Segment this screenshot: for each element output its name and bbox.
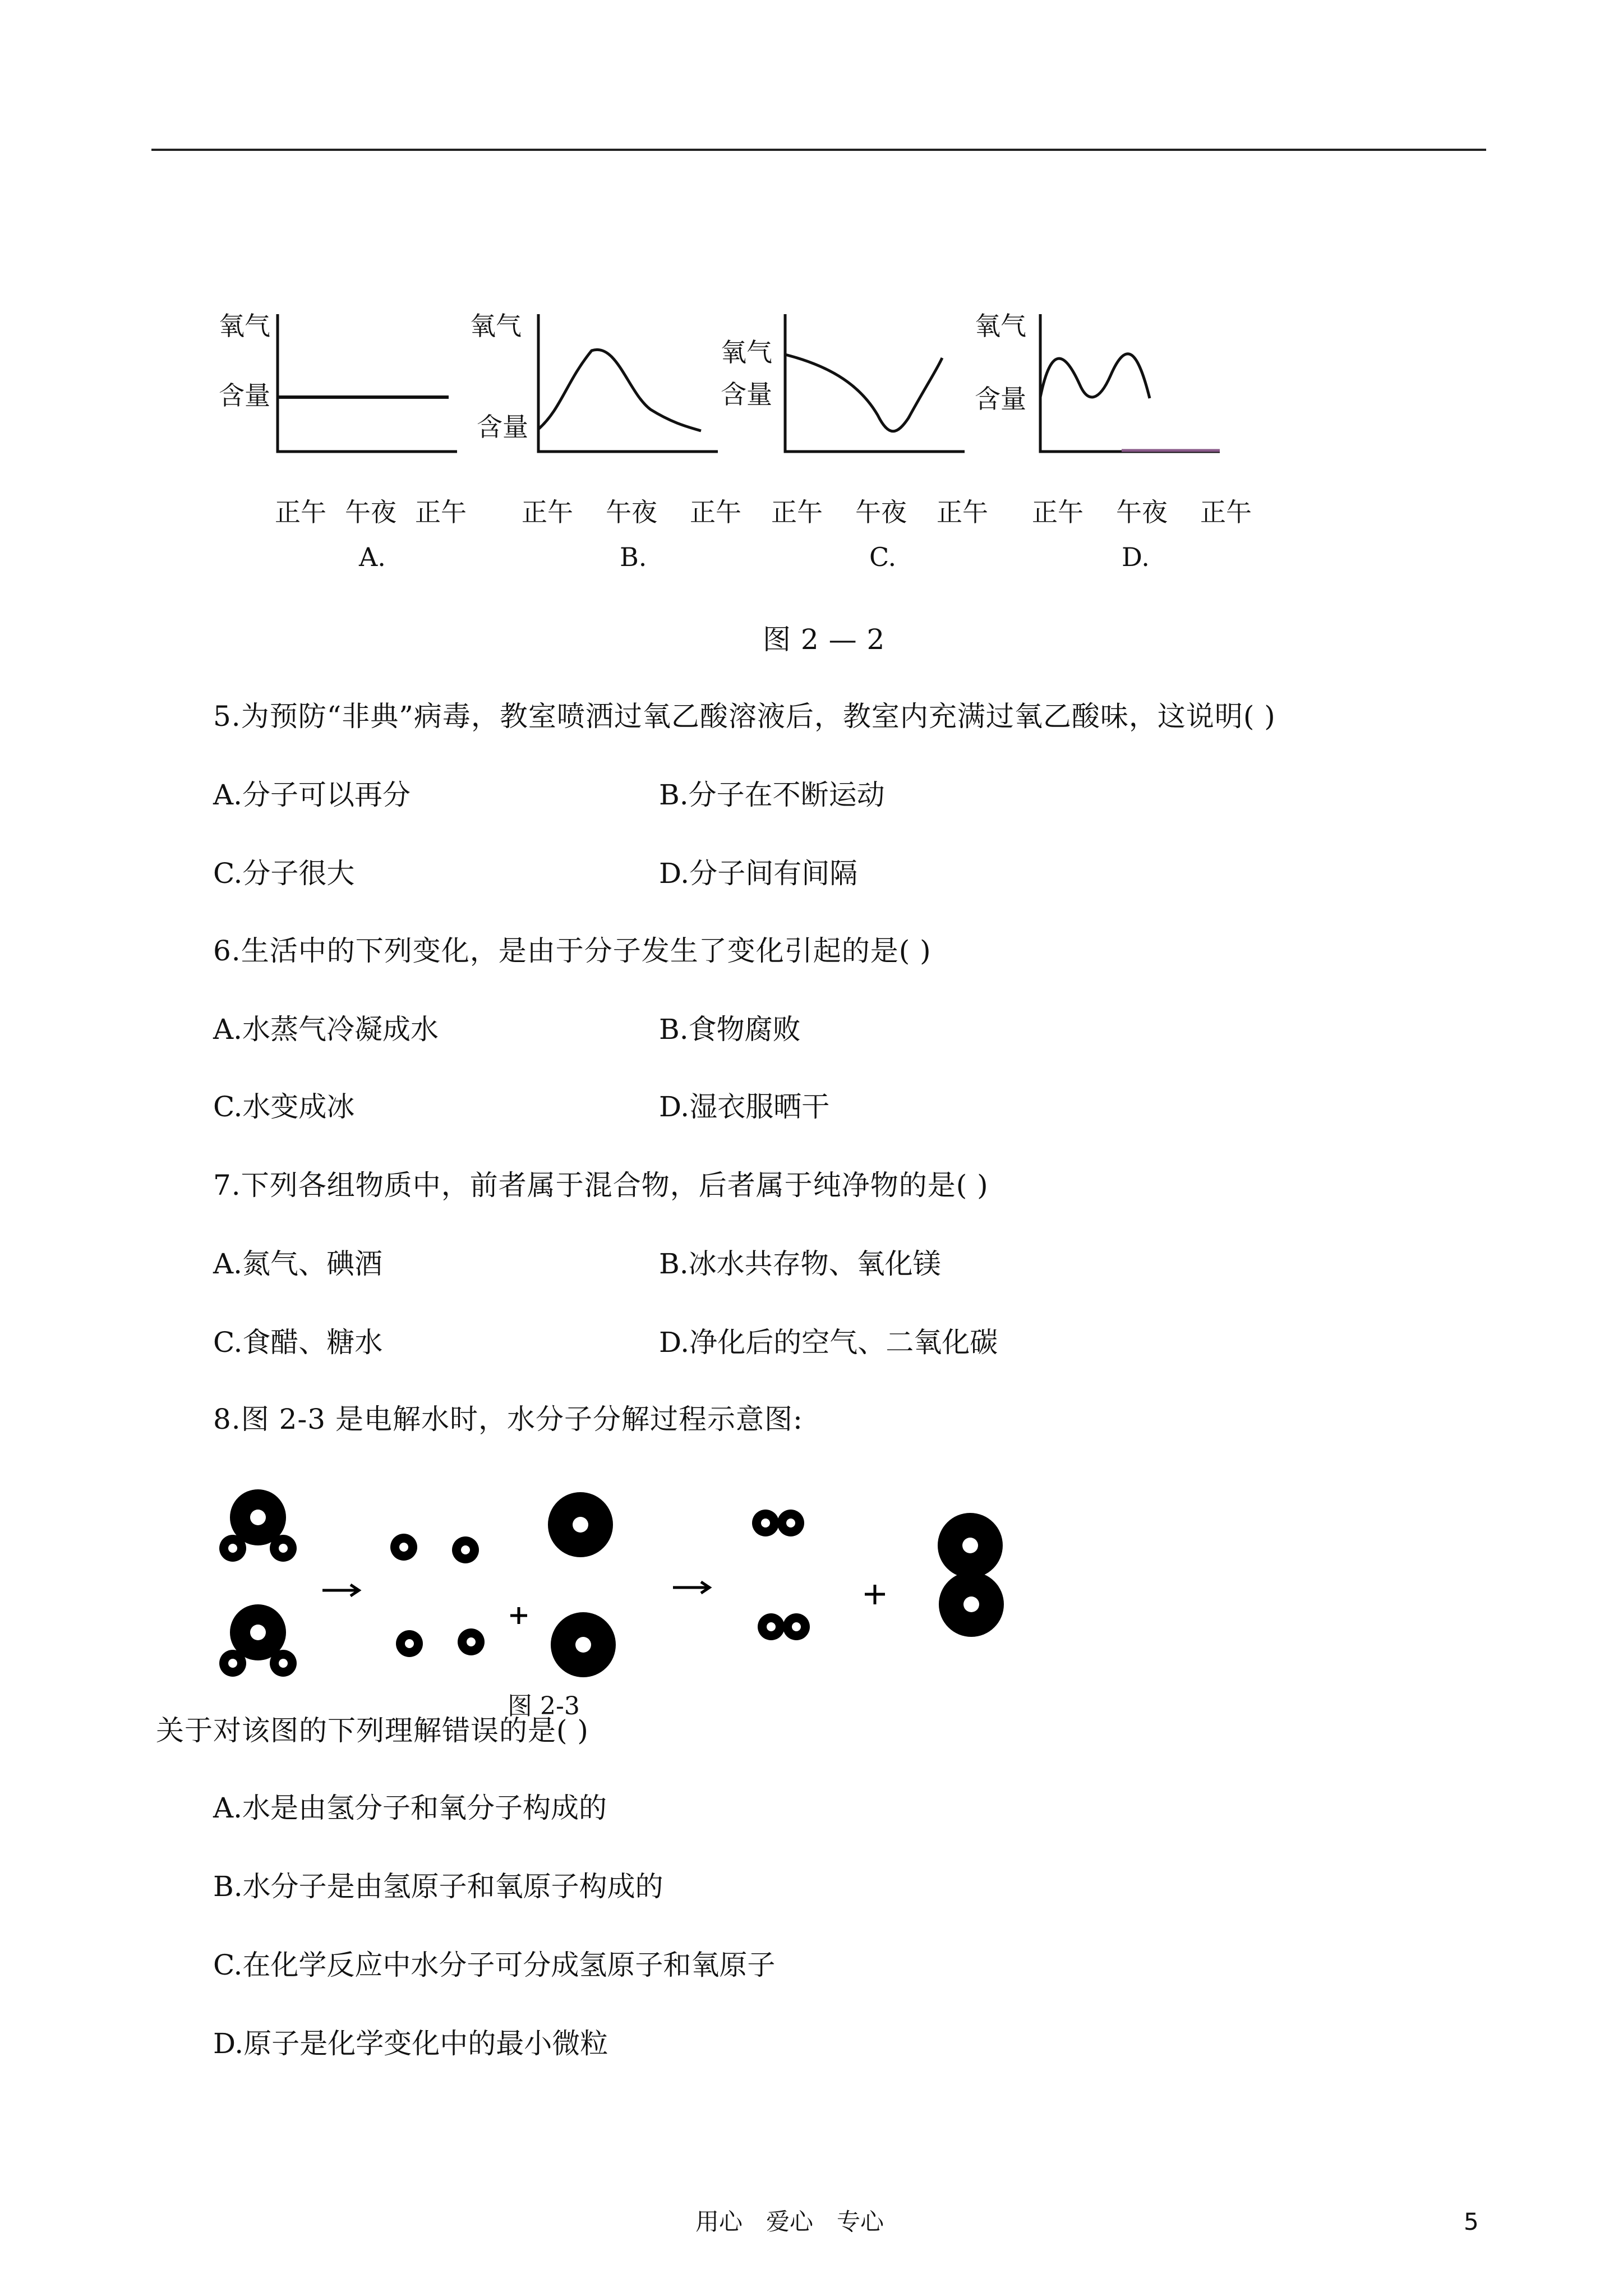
panel-d-curve — [1040, 354, 1150, 398]
q8-option-c: C.在化学反应中水分子可分成氢原子和氧原子 — [213, 1949, 776, 1981]
panel-b-curve — [538, 349, 701, 431]
panel-d-axes — [1040, 314, 1220, 452]
panel-a-ylabel-top: 氧气 — [219, 311, 270, 341]
panel-a-label: A. — [359, 542, 386, 572]
electrolysis-diagram — [208, 1470, 1038, 1705]
figure-2-3-caption: 图 2-3 — [508, 1692, 580, 1720]
q5-option-b: B.分子在不断运动 — [659, 779, 885, 811]
panel-d-ylabel-bottom: 含量 — [975, 384, 1026, 414]
q7-option-c: C.食醋、糖水 — [213, 1326, 383, 1359]
panel-a-xtick-3: 正午 — [415, 497, 467, 527]
panel-b-xtick-3: 正午 — [690, 497, 741, 527]
header-rule — [151, 149, 1486, 151]
q7-stem: 7.下列各组物质中，前者属于混合物，后者属于纯净物的是( ) — [213, 1169, 989, 1202]
panel-d-xtick-2: 午夜 — [1116, 497, 1168, 527]
q7-option-d: D.净化后的空气、二氧化碳 — [659, 1326, 998, 1359]
q5-option-c: C.分子很大 — [213, 857, 355, 890]
q6-option-d: D.湿衣服晒干 — [659, 1091, 830, 1123]
panel-b-label: B. — [620, 542, 647, 572]
panel-a-xtick-1: 正午 — [275, 497, 326, 527]
q7-option-b: B.冰水共存物、氧化镁 — [659, 1248, 941, 1280]
panel-c-xtick-3: 正午 — [937, 497, 988, 527]
q6-option-b: B.食物腐败 — [659, 1013, 801, 1046]
panel-a-axes — [278, 314, 457, 452]
q5-option-d: D.分子间有间隔 — [659, 857, 858, 890]
panel-b-ylabel-bottom: 含量 — [477, 412, 528, 442]
panel-c-curve — [785, 355, 942, 431]
panel-d-ylabel-top: 氧气 — [975, 311, 1026, 341]
panel-c-xtick-1: 正午 — [771, 497, 823, 527]
figure-2-2 — [202, 303, 1279, 595]
panel-b-ylabel-top: 氧气 — [470, 311, 522, 341]
footer-motto: 用心 爱心 专心 — [695, 2208, 884, 2235]
q8-stem: 8.图 2-3 是电解水时，水分子分解过程示意图: — [213, 1403, 803, 1435]
q6-option-a: A.水蒸气冷凝成水 — [213, 1013, 439, 1046]
q6-stem: 6.生活中的下列变化，是由于分子发生了变化引起的是( ) — [213, 935, 932, 967]
panel-d-xtick-3: 正午 — [1200, 497, 1252, 527]
figure-2-3 — [208, 1470, 1038, 1720]
panel-b-xtick-2: 午夜 — [606, 497, 657, 527]
q6-option-c: C.水变成冰 — [213, 1091, 355, 1123]
q8-option-b: B.水分子是由氢原子和氧原子构成的 — [213, 1870, 663, 1903]
panel-d-label: D. — [1122, 542, 1150, 572]
q8-prompt: 关于对该图的下列理解错误的是( ) — [156, 1714, 589, 1747]
panel-c-axes — [785, 314, 965, 452]
panel-d-xtick-1: 正午 — [1032, 497, 1083, 527]
panel-a-ylabel-bottom: 含量 — [219, 380, 270, 411]
q5-option-a: A.分子可以再分 — [213, 779, 411, 811]
page-number: 5 — [1464, 2208, 1479, 2235]
q5-stem: 5.为预防“非典”病毒，教室喷洒过氧乙酸溶液后，教室内充满过氧乙酸味，这说明( ) — [213, 700, 1276, 733]
q8-option-d: D.原子是化学变化中的最小微粒 — [213, 2027, 608, 2060]
panel-c-ylabel-bottom: 含量 — [721, 379, 772, 409]
q8-option-a: A.水是由氢分子和氧分子构成的 — [213, 1792, 607, 1824]
panel-c-ylabel-top: 氧气 — [721, 337, 772, 367]
panel-a-xtick-2: 午夜 — [345, 497, 396, 527]
q7-option-a: A.氮气、碘酒 — [213, 1248, 383, 1280]
panel-b-xtick-1: 正午 — [522, 497, 573, 527]
panel-c-xtick-2: 午夜 — [855, 497, 907, 527]
panel-c-label: C. — [869, 542, 897, 572]
figure-2-2-caption: 图 2 — 2 — [763, 623, 886, 656]
